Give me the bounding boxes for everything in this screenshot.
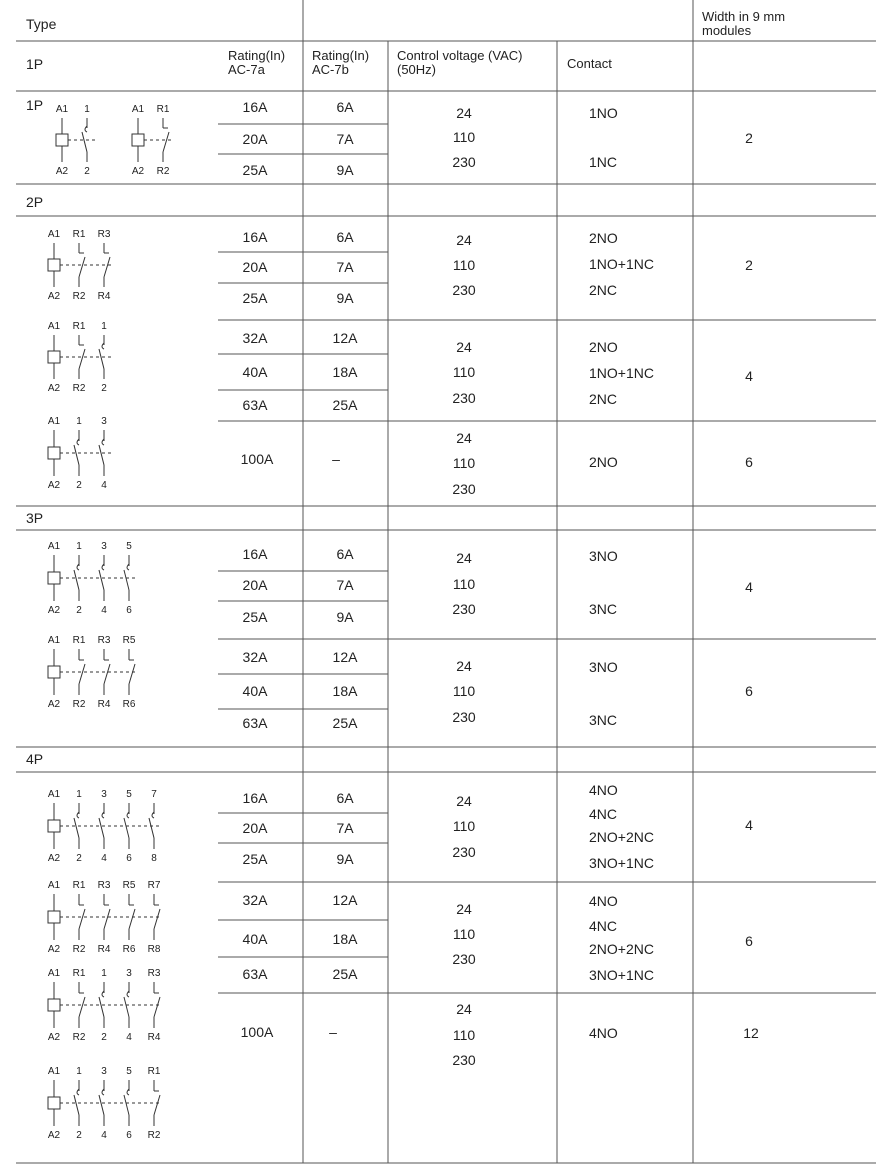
terminal-label: A2 bbox=[47, 853, 61, 863]
rating-7b-cell: 12A bbox=[332, 330, 358, 346]
terminal-label: 2 bbox=[76, 480, 82, 490]
rating-7a-cell: 40A bbox=[242, 931, 268, 947]
terminal-label: R2 bbox=[156, 166, 170, 176]
terminal-label: A2 bbox=[47, 1032, 61, 1042]
terminal-label: A1 bbox=[47, 968, 61, 979]
voltage-cell: 110 bbox=[452, 364, 476, 380]
rating-7b-cell: 9A bbox=[336, 290, 354, 306]
terminal-label: 6 bbox=[126, 605, 132, 615]
voltage-cell: 110 bbox=[452, 455, 476, 471]
rating-7b-cell: 18A bbox=[332, 683, 358, 699]
voltage-cell: 230 bbox=[452, 709, 476, 725]
terminal-label: 6 bbox=[126, 1130, 132, 1140]
terminal-label: 4 bbox=[101, 480, 107, 490]
voltage-cell: 24 bbox=[456, 430, 472, 446]
rating-7a-cell: 16A bbox=[242, 229, 268, 245]
terminal-label: R5 bbox=[122, 880, 136, 891]
rating-7a-cell: 100A bbox=[240, 1024, 274, 1040]
terminal-label: R2 bbox=[72, 383, 86, 393]
rating-7b-cell: 25A bbox=[332, 966, 358, 982]
contact-cell: 2NC bbox=[589, 282, 618, 298]
rating-7a-cell: 32A bbox=[242, 649, 268, 665]
terminal-label: R4 bbox=[97, 699, 111, 709]
rating-7b-cell: 6A bbox=[336, 546, 354, 562]
rating-7b-cell: 7A bbox=[336, 131, 354, 147]
terminal-label: 5 bbox=[126, 541, 132, 552]
wiring-diagram bbox=[44, 968, 184, 1042]
terminal-label: 2 bbox=[76, 605, 82, 615]
terminal-label: 3 bbox=[101, 416, 107, 427]
contact-cell: 4NC bbox=[589, 918, 618, 934]
voltage-cell: 230 bbox=[452, 390, 476, 406]
rating-7b-cell: 6A bbox=[336, 99, 354, 115]
wiring-diagram bbox=[44, 541, 159, 615]
terminal-label: 2 bbox=[84, 166, 90, 176]
rating-7a-cell: 40A bbox=[242, 683, 268, 699]
rating-7b-header: Rating(In) AC-7b bbox=[312, 48, 370, 77]
terminal-label: R1 bbox=[72, 880, 86, 891]
terminal-label: 4 bbox=[101, 605, 107, 615]
contact-cell: 2NO bbox=[589, 230, 618, 246]
terminal-label: R6 bbox=[122, 699, 136, 709]
contact-cell: 2NO+2NC bbox=[589, 941, 654, 957]
rating-7b-cell: 9A bbox=[336, 162, 354, 178]
contact-cell: 2NO bbox=[589, 339, 618, 355]
width-cell: 4 bbox=[745, 579, 753, 595]
terminal-label: 3 bbox=[101, 1066, 107, 1077]
wiring-diagram-svg bbox=[44, 541, 159, 615]
terminal-label: R1 bbox=[72, 321, 86, 332]
width-cell: 2 bbox=[745, 130, 753, 146]
contact-cell: 3NO bbox=[589, 659, 618, 675]
contact-cell: 2NO+2NC bbox=[589, 829, 654, 845]
rating-7b-cell: 18A bbox=[332, 931, 358, 947]
section-label: 2P bbox=[26, 194, 44, 210]
voltage-cell: 24 bbox=[456, 550, 472, 566]
terminal-label: R2 bbox=[72, 1032, 86, 1042]
control-voltage-header: Control voltage (VAC)(50Hz) bbox=[397, 48, 523, 77]
contact-cell: 2NC bbox=[589, 391, 618, 407]
rating-7a-cell: 20A bbox=[242, 820, 268, 836]
contact-cell: 3NC bbox=[589, 712, 618, 728]
type-header: Type bbox=[26, 16, 57, 32]
terminal-label: A2 bbox=[47, 605, 61, 615]
rating-7a-cell: 20A bbox=[242, 577, 268, 593]
terminal-label: R2 bbox=[72, 291, 86, 301]
width-cell: 6 bbox=[745, 683, 753, 699]
terminal-label: 5 bbox=[126, 789, 132, 800]
contact-header: Contact bbox=[567, 56, 612, 71]
wiring-diagram-svg bbox=[44, 635, 159, 709]
width-cell: 4 bbox=[745, 817, 753, 833]
contact-cell: 3NO bbox=[589, 548, 618, 564]
terminal-label: 2 bbox=[76, 1130, 82, 1140]
contact-cell: 1NO+1NC bbox=[589, 365, 654, 381]
terminal-label: 5 bbox=[126, 1066, 132, 1077]
rating-7b-cell: 7A bbox=[336, 577, 354, 593]
contact-cell: 3NO+1NC bbox=[589, 967, 654, 983]
wiring-diagram-svg bbox=[44, 968, 184, 1042]
rating-7a-cell: 32A bbox=[242, 892, 268, 908]
contact-cell: 1NO bbox=[589, 105, 618, 121]
terminal-label: R1 bbox=[72, 229, 86, 240]
width-cell: 4 bbox=[745, 368, 753, 384]
wiring-diagram-svg bbox=[128, 104, 188, 176]
terminal-label: R3 bbox=[97, 635, 111, 646]
terminal-label: R2 bbox=[147, 1130, 161, 1140]
terminal-label: A1 bbox=[47, 541, 61, 552]
contact-cell: 3NO+1NC bbox=[589, 855, 654, 871]
contact-cell: 4NO bbox=[589, 782, 618, 798]
rating-7a-cell: 16A bbox=[242, 546, 268, 562]
terminal-label: 1 bbox=[84, 104, 90, 115]
contact-cell: 4NO bbox=[589, 1025, 618, 1041]
rating-7b-cell: 7A bbox=[336, 259, 354, 275]
wiring-diagram bbox=[44, 880, 184, 954]
voltage-cell: 24 bbox=[456, 232, 472, 248]
wiring-diagram-svg bbox=[44, 880, 184, 954]
terminal-label: R1 bbox=[156, 104, 170, 115]
voltage-cell: 110 bbox=[452, 1027, 476, 1043]
voltage-cell: 110 bbox=[452, 257, 476, 273]
rating-7b-cell: 25A bbox=[332, 715, 358, 731]
rating-7a-cell: 25A bbox=[242, 290, 268, 306]
rating-7b-cell: 6A bbox=[336, 790, 354, 806]
width-cell: 6 bbox=[745, 933, 753, 949]
rating-7a-cell: 40A bbox=[242, 364, 268, 380]
voltage-cell: 230 bbox=[452, 282, 476, 298]
voltage-cell: 230 bbox=[452, 844, 476, 860]
rating-7a-cell: 63A bbox=[242, 715, 268, 731]
width-header: Width in 9 mm modules bbox=[702, 9, 786, 38]
wiring-diagram bbox=[44, 229, 134, 301]
rating-7a-cell: 63A bbox=[242, 397, 268, 413]
terminal-label: A1 bbox=[131, 104, 145, 115]
rating-7b-cell: – bbox=[329, 1024, 337, 1040]
terminal-label: 6 bbox=[126, 853, 132, 863]
wiring-diagram-svg bbox=[44, 321, 134, 393]
terminal-label: 4 bbox=[101, 853, 107, 863]
section-label: 1P bbox=[26, 97, 44, 113]
contact-cell: 4NC bbox=[589, 806, 618, 822]
terminal-label: A2 bbox=[131, 166, 145, 176]
terminal-label: A2 bbox=[47, 944, 61, 954]
terminal-label: R4 bbox=[147, 1032, 161, 1042]
width-cell: 12 bbox=[743, 1025, 759, 1041]
voltage-cell: 24 bbox=[456, 901, 472, 917]
voltage-cell: 24 bbox=[456, 339, 472, 355]
terminal-label: 3 bbox=[101, 789, 107, 800]
terminal-label: A2 bbox=[47, 383, 61, 393]
voltage-cell: 110 bbox=[452, 818, 476, 834]
rating-7a-cell: 20A bbox=[242, 131, 268, 147]
rating-7b-cell: 18A bbox=[332, 364, 358, 380]
terminal-label: 4 bbox=[101, 1130, 107, 1140]
wiring-diagram bbox=[52, 104, 112, 176]
terminal-label: A2 bbox=[55, 166, 69, 176]
section-label: 3P bbox=[26, 510, 44, 526]
voltage-cell: 230 bbox=[452, 1052, 476, 1068]
terminal-label: 3 bbox=[101, 541, 107, 552]
terminal-label: A1 bbox=[47, 635, 61, 646]
width-cell: 2 bbox=[745, 257, 753, 273]
contact-cell: 4NO bbox=[589, 893, 618, 909]
voltage-cell: 110 bbox=[452, 683, 476, 699]
terminal-label: 1 bbox=[76, 789, 82, 800]
terminal-label: R6 bbox=[122, 944, 136, 954]
terminal-label: R3 bbox=[97, 229, 111, 240]
rating-7a-cell: 25A bbox=[242, 851, 268, 867]
terminal-label: 2 bbox=[76, 853, 82, 863]
rating-7a-cell: 20A bbox=[242, 259, 268, 275]
voltage-cell: 24 bbox=[456, 658, 472, 674]
terminal-label: 2 bbox=[101, 1032, 107, 1042]
rating-7a-cell: 32A bbox=[242, 330, 268, 346]
terminal-label: A2 bbox=[47, 291, 61, 301]
terminal-label: 7 bbox=[151, 789, 157, 800]
terminal-label: 1 bbox=[101, 968, 107, 979]
rating-7b-cell: – bbox=[332, 451, 340, 467]
contact-cell: 1NC bbox=[589, 154, 618, 170]
terminal-label: A1 bbox=[55, 104, 69, 115]
terminal-label: R1 bbox=[72, 968, 86, 979]
rating-7a-cell: 100A bbox=[240, 451, 274, 467]
rating-7a-cell: 16A bbox=[242, 99, 268, 115]
rating-7b-cell: 7A bbox=[336, 820, 354, 836]
terminal-label: A1 bbox=[47, 321, 61, 332]
terminal-label: R4 bbox=[97, 291, 111, 301]
wiring-diagram-svg bbox=[44, 1066, 184, 1140]
terminal-label: A2 bbox=[47, 699, 61, 709]
rating-7a-cell: 16A bbox=[242, 790, 268, 806]
rating-7b-cell: 12A bbox=[332, 649, 358, 665]
rating-7b-cell: 12A bbox=[332, 892, 358, 908]
terminal-label: 4 bbox=[126, 1032, 132, 1042]
rating-7a-cell: 25A bbox=[242, 609, 268, 625]
terminal-label: A1 bbox=[47, 880, 61, 891]
terminal-label: 1 bbox=[101, 321, 107, 332]
wiring-diagram bbox=[128, 104, 188, 176]
terminal-label: R4 bbox=[97, 944, 111, 954]
wiring-diagram-svg bbox=[52, 104, 112, 176]
wiring-diagram-svg bbox=[44, 229, 134, 301]
rating-7a-cell: 25A bbox=[242, 162, 268, 178]
voltage-cell: 230 bbox=[452, 154, 476, 170]
wiring-diagram bbox=[44, 416, 134, 490]
rating-7b-cell: 9A bbox=[336, 609, 354, 625]
rating-7b-cell: 9A bbox=[336, 851, 354, 867]
terminal-label: A2 bbox=[47, 480, 61, 490]
contact-cell: 3NC bbox=[589, 601, 618, 617]
voltage-cell: 110 bbox=[452, 129, 476, 145]
terminal-label: 1 bbox=[76, 541, 82, 552]
wiring-diagram-svg bbox=[44, 416, 134, 490]
wiring-diagram bbox=[44, 321, 134, 393]
terminal-label: R1 bbox=[147, 1066, 161, 1077]
terminal-label: 1 bbox=[76, 1066, 82, 1077]
rating-7a-header: Rating(In) AC-7a bbox=[228, 48, 286, 77]
terminal-label: 2 bbox=[101, 383, 107, 393]
voltage-cell: 110 bbox=[452, 926, 476, 942]
wiring-diagram bbox=[44, 789, 184, 863]
terminal-label: 3 bbox=[126, 968, 132, 979]
rating-7b-cell: 25A bbox=[332, 397, 358, 413]
terminal-label: 1 bbox=[76, 416, 82, 427]
header-row-label: 1P bbox=[26, 56, 44, 72]
terminal-label: R5 bbox=[122, 635, 136, 646]
rating-7b-cell: 6A bbox=[336, 229, 354, 245]
section-label: 4P bbox=[26, 751, 44, 767]
terminal-label: R3 bbox=[147, 968, 161, 979]
wiring-diagram-svg bbox=[44, 789, 184, 863]
terminal-label: R2 bbox=[72, 944, 86, 954]
contact-cell: 2NO bbox=[589, 454, 618, 470]
terminal-label: R8 bbox=[147, 944, 161, 954]
voltage-cell: 24 bbox=[456, 793, 472, 809]
wiring-diagram bbox=[44, 635, 159, 709]
terminal-label: 8 bbox=[151, 853, 157, 863]
terminal-label: R1 bbox=[72, 635, 86, 646]
voltage-cell: 230 bbox=[452, 481, 476, 497]
terminal-label: A1 bbox=[47, 229, 61, 240]
terminal-label: A2 bbox=[47, 1130, 61, 1140]
terminal-label: R2 bbox=[72, 699, 86, 709]
width-cell: 6 bbox=[745, 454, 753, 470]
wiring-diagram bbox=[44, 1066, 184, 1140]
terminal-label: R3 bbox=[97, 880, 111, 891]
terminal-label: A1 bbox=[47, 416, 61, 427]
voltage-cell: 24 bbox=[456, 1001, 472, 1017]
voltage-cell: 110 bbox=[452, 576, 476, 592]
terminal-label: A1 bbox=[47, 789, 61, 800]
voltage-cell: 230 bbox=[452, 601, 476, 617]
voltage-cell: 230 bbox=[452, 951, 476, 967]
terminal-label: A1 bbox=[47, 1066, 61, 1077]
voltage-cell: 24 bbox=[456, 105, 472, 121]
rating-7a-cell: 63A bbox=[242, 966, 268, 982]
terminal-label: R7 bbox=[147, 880, 161, 891]
contact-cell: 1NO+1NC bbox=[589, 256, 654, 272]
